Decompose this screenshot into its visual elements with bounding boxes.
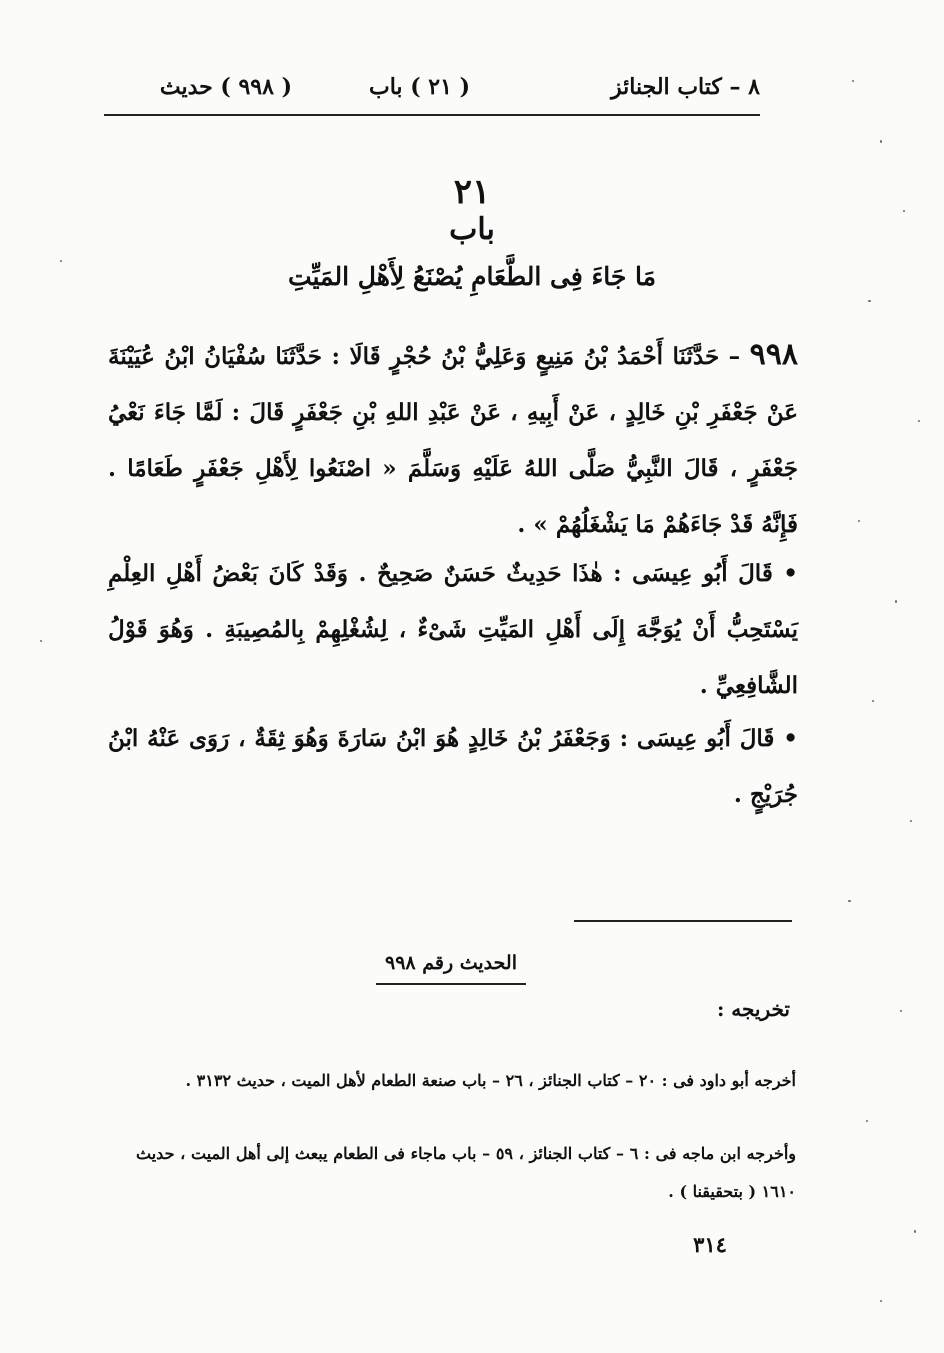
footnote-entry: أخرجه أبو داود فى : ٢٠ – كتاب الجنائز ، ٢٦ – باب صنعة الطعام لأهل الميت ، حديث ٣١٣٢ .: [185, 1071, 796, 1090]
chapter-word: باب: [449, 212, 495, 247]
header-book-title: ٨ – كتاب الجنائز: [611, 74, 760, 100]
comment-paragraph: • قَالَ أَبُو عِيسَى : هٰذَا حَدِيثٌ حَسَنٌ صَحِيحٌ . وَقَدْ كَانَ بَعْضُ أَهْلِ العِلْمِ يَسْتَحِبُّ أَنْ يُوَجَّهَ إِلَى أَهْلِ المَيِّتِ شَىْءٌ ، لِشُغْلِهِمْ بِالمُصِيبَةِ . وَهُوَ قَوْلُ الشَّافِعِيِّ .: [108, 560, 798, 699]
chapter-title: مَا جَاءَ فِى الطَّعَامِ يُصْنَعُ لِأَهْلِ المَيِّتِ: [287, 262, 657, 291]
footnote-title-underline: [376, 983, 526, 985]
hadith-body: – حَدَّثَنَا أَحْمَدُ بْنُ مَنِيعٍ وَعَلِيُّ بْنُ حُجْرٍ قَالَا : حَدَّثَنَا سُفْيَانُ ابْنُ عُيَيْنَةَ عَنْ جَعْفَرِ بْنِ خَالِدٍ ، عَنْ أَبِيهِ ، عَنْ عَبْدِ اللهِ بْنِ جَعْفَرٍ قَالَ : لَمَّا جَاءَ نَعْيُ جَعْفَرٍ ، قَالَ النَّبِيُّ صَلَّى اللهُ عَلَيْهِ وَسَلَّمَ « اصْنَعُوا لِأَهْلِ جَعْفَرٍ طَعَامًا . فَإِنَّهُ قَدْ جَاءَهُمْ مَا يَشْغَلُهُمْ » .: [108, 343, 798, 538]
page-number: ٣١٤: [693, 1232, 727, 1257]
chapter-number: ٢١: [453, 172, 491, 212]
takhrij-label: تخريجه :: [716, 997, 790, 1021]
header-hadith-ref: ( ٩٩٨ ) حديث: [159, 74, 292, 100]
footnote-separator: [574, 920, 792, 922]
hadith-text: [108, 327, 798, 553]
header-rule: [104, 114, 760, 116]
footnote-entry: وأخرجه ابن ماجه فى : ٦ – كتاب الجنائز ، ٥٩ – باب ماجاء فى الطعام يبعث إلى أهل الميت ، حديث ١٦١٠ ( بتحقيقنا ) .: [136, 1144, 797, 1201]
footnote-title: الحديث رقم ٩٩٨: [384, 952, 517, 974]
running-header: [104, 70, 760, 114]
header-chapter-ref: ( ٢١ ) باب: [369, 74, 470, 100]
comment-paragraph: • قَالَ أَبُو عِيسَى : وَجَعْفَرُ بْنُ خَالِدٍ هُوَ ابْنُ سَارَةَ وَهُوَ ثِقَةٌ ، رَوَى عَنْهُ ابْنُ جُرَيْجٍ .: [108, 725, 798, 808]
hadith-number: ٩٩٨: [749, 337, 798, 372]
